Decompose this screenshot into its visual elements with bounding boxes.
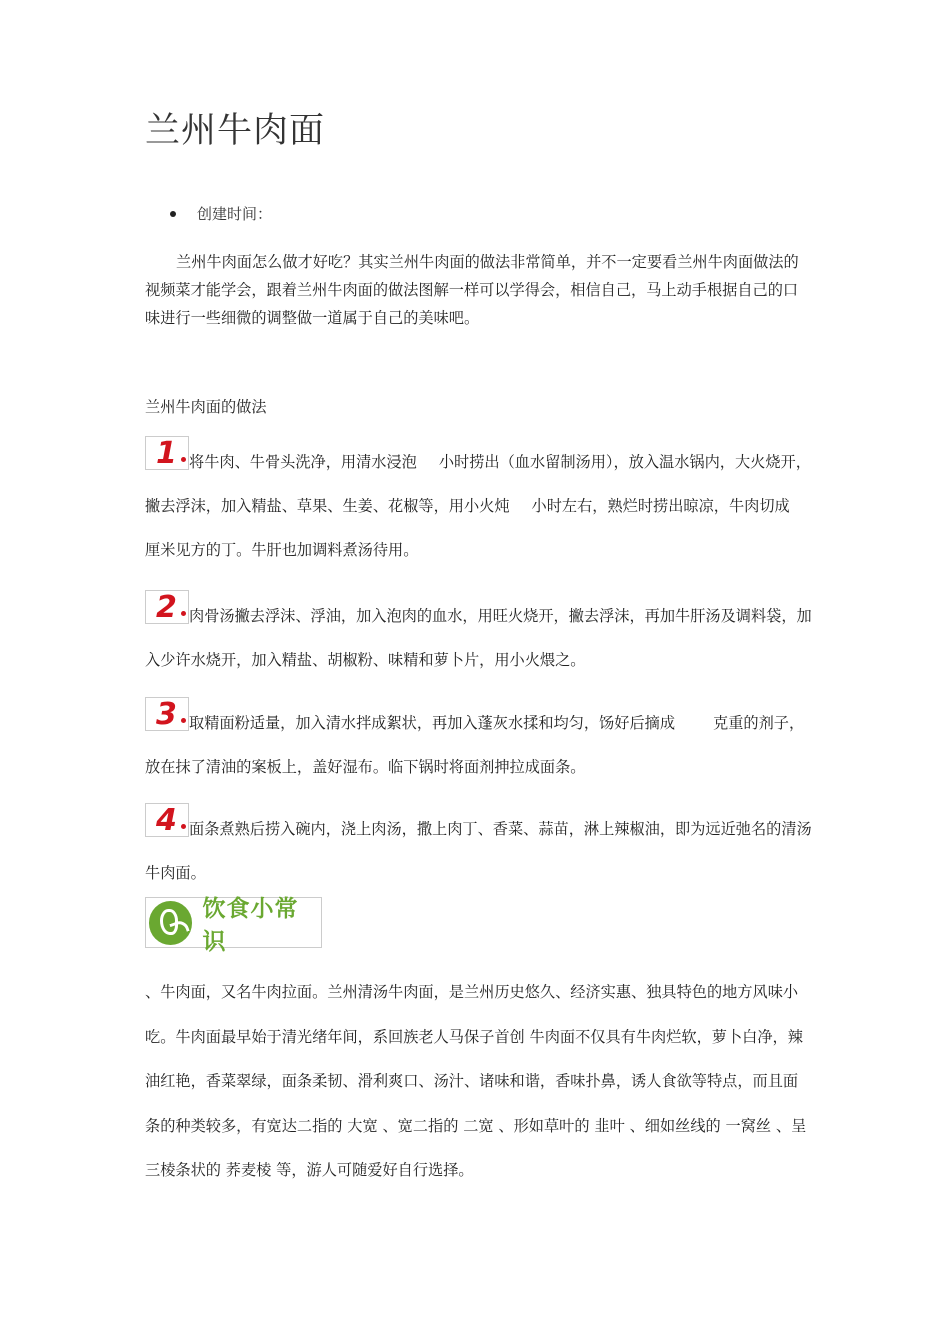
step-4-badge-icon: 4: [145, 803, 189, 837]
bullet-icon: [170, 211, 176, 217]
step-3-badge-icon: 3: [145, 697, 189, 731]
step-1-text-a: 将牛肉、牛骨头洗净，用清水浸泡: [189, 453, 417, 471]
step-1-text-c: 小时左右，熟烂时捞出晾凉，牛肉切成: [531, 497, 790, 515]
step-2-badge-icon: 2: [145, 590, 189, 624]
step-1-text-b: 小时捞出（血水留制汤用），放入温水锅内，大火烧开，撇去浮沫，加入精盐、草果、生姜、花椒等，用小火炖: [145, 453, 811, 515]
knowledge-paragraph: 、牛肉面，又名牛肉拉面。兰州清汤牛肉面，是兰州历史悠久、经济实惠、独具特色的地方风味小吃。牛肉面最早始于清光绪年间，系回族老人马保子首创 牛肉面不仅具有牛肉烂软，萝卜白净，辣油红艳，香菜翠绿，面条柔韧、滑利爽口、汤汁、诸味和谐，香味扑鼻，诱人食欲等特点，而且面条的种类较多，有宽达二指的 大宽 、宽二指的 二宽 、形如草叶的 韭叶 、细如丝线的 一窝丝 、呈三棱条状的 荞麦棱 等，游人可随爱好自行选择。: [145, 983, 807, 1179]
created-time-item: [170, 203, 272, 224]
step-3-text-a: 取精面粉适量，加入清水拌成絮状，再加入蓬灰水揉和均匀，饧好后摘成: [189, 714, 675, 732]
intro-paragraph: 兰州牛肉面怎么做才好吃？其实兰州牛肉面的做法非常简单，并不一定要看兰州牛肉面做法的视频菜才能学会，跟着兰州牛肉面的做法图解一样可以学得会，相信自己，马上动手根据自己的口味进行一些细微的调整做一道属于自己的美味吧。: [145, 253, 799, 327]
step-3-text-b: 克重的剂子，放在抹了清油的案板上，盖好湿布。临下锅时将面剂抻拉成面条。: [145, 714, 805, 776]
section-title: 兰州牛肉面的做法: [145, 398, 267, 416]
diet-tips-banner: [145, 895, 322, 955]
step-3: [145, 697, 813, 789]
leaf-icon: [149, 901, 192, 945]
step-2-text: 肉骨汤撇去浮沫、浮油，加入泡肉的血水，用旺火烧开，撇去浮沫，再加牛肝汤及调料袋，加入少许水烧开，加入精盐、胡椒粉、味精和萝卜片，用小火煨之。: [145, 607, 812, 669]
step-4-text: 面条煮熟后捞入碗内，浇上肉汤，撒上肉丁、香菜、蒜苗，淋上辣椒油，即为远近弛名的清汤牛肉面。: [145, 820, 812, 882]
step-2: [145, 590, 813, 682]
step-1-text-d: 厘米见方的丁。牛肝也加调料煮汤待用。: [145, 541, 419, 559]
step-1-badge-icon: 1: [145, 436, 189, 470]
step-1: [145, 436, 813, 572]
diet-tips-label: 饮食小常识: [202, 895, 299, 955]
created-time-label: 创建时间：: [197, 205, 273, 223]
page-title: 兰州牛肉面: [145, 111, 326, 151]
step-4: [145, 803, 813, 895]
